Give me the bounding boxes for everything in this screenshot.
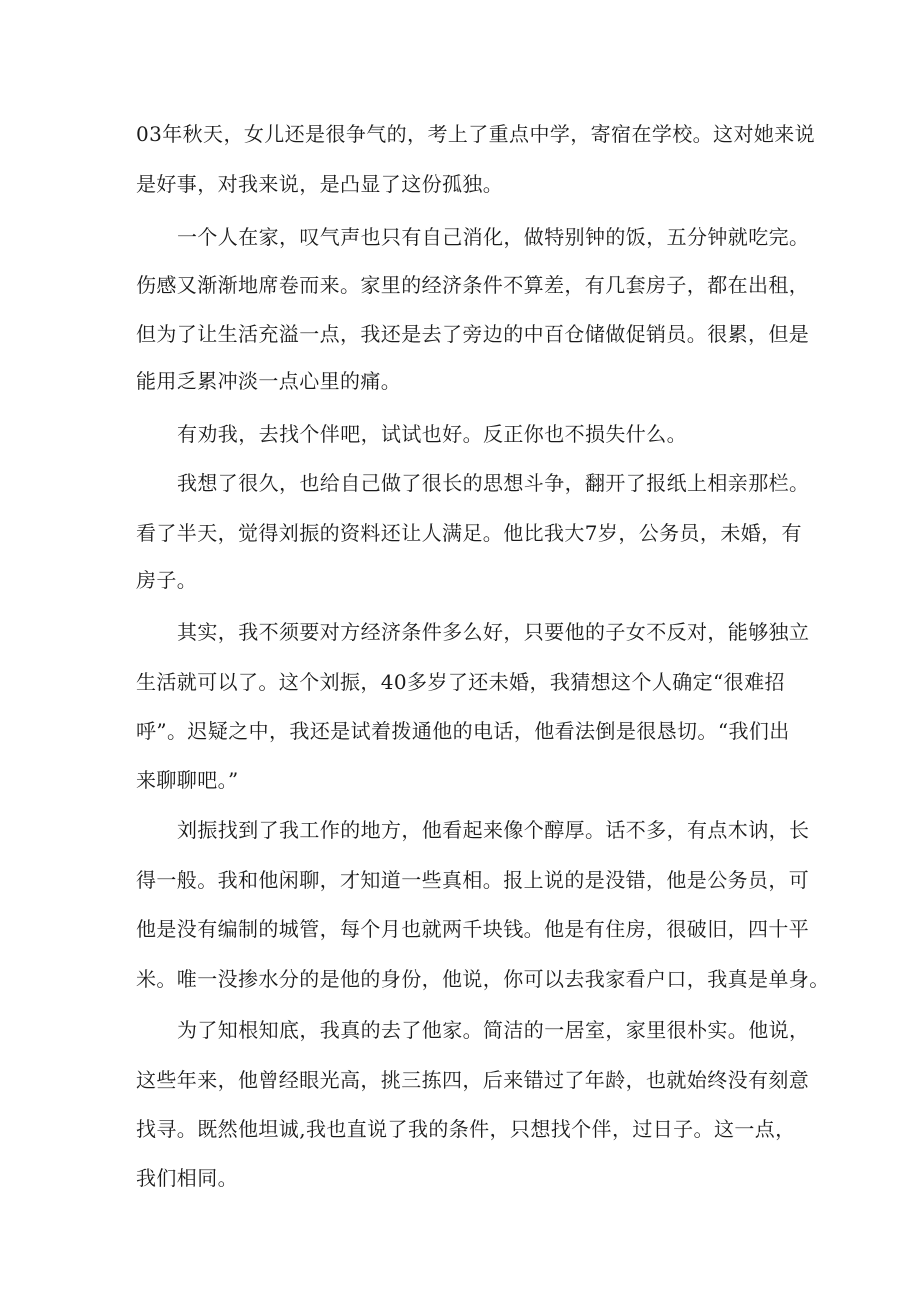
paragraph-7-line-2: 这些年来，他曾经眼光高，挑三拣四，后来错过了年龄，也就始终没有刻意 [136,1068,810,1092]
paragraph-6-line-3: 他是没有编制的城管，每个月也就两千块钱。他是有住房，很破旧，四十平 [136,917,810,941]
paragraph-6-line-4: 米。唯一没掺水分的是他的身份，他说，你可以去我家看户口，我真是单身。 [136,967,830,991]
paragraph-2-line-1: 一个人在家，叹气声也只有自己消化，做特别钟的饭，五分钟就吃完。 [177,225,810,249]
paragraph-5-line-2: 生活就可以了。这个刘振，40多岁了还未婚，我猜想这个人确定“很难招 [136,670,785,694]
paragraph-6-line-1: 刘振找到了我工作的地方，他看起来像个醇厚。话不多，有点木讷，长 [177,818,810,842]
paragraph-1-line-1: 03年秋天，女儿还是很争气的，考上了重点中学，寄宿在学校。这对她来说 [136,122,816,146]
paragraph-2-line-4: 能用乏累冲淡一点心里的痛。 [136,369,402,393]
paragraph-6-line-2: 得一般。我和他闲聊，才知道一些真相。报上说的是没错，他是公务员，可 [136,868,810,892]
paragraph-7-line-4: 我们相同。 [136,1166,238,1190]
paragraph-5-line-1: 其实，我不须要对方经济条件多么好，只要他的子女不反对，能够独立 [177,620,810,644]
paragraph-4-line-2: 看了半天，觉得刘振的资料还让人满足。他比我大7岁，公务员，未婚，有 [136,521,802,545]
paragraph-7-line-3: 找寻。既然他坦诚,我也直说了我的条件，只想找个伴，过日子。这一点， [136,1117,796,1141]
paragraph-3-line-1: 有劝我，去找个伴吧，试试也好。反正你也不损失什么。 [177,422,687,446]
paragraph-5-line-3: 呼”。迟疑之中，我还是试着拨通他的电话，他看法倒是很恳切。“我们出 [136,719,790,743]
paragraph-7-line-1: 为了知根知底，我真的去了他家。简洁的一居室，家里很朴实。他说， [177,1018,810,1042]
paragraph-1-line-2: 是好事，对我来说，是凸显了这份孤独。 [136,172,504,196]
paragraph-4-line-1: 我想了很久，也给自己做了很长的思想斗争，翻开了报纸上相亲那栏。 [177,471,810,495]
paragraph-2-line-3: 但为了让生活充溢一点，我还是去了旁边的中百仓储做促销员。很累，但是 [136,322,810,346]
paragraph-2-line-2: 伤感又渐渐地席卷而来。家里的经济条件不算差，有几套房子，都在出租， [136,273,810,297]
paragraph-5-line-4: 来聊聊吧。” [136,768,239,792]
paragraph-4-line-3: 房子。 [136,568,198,592]
